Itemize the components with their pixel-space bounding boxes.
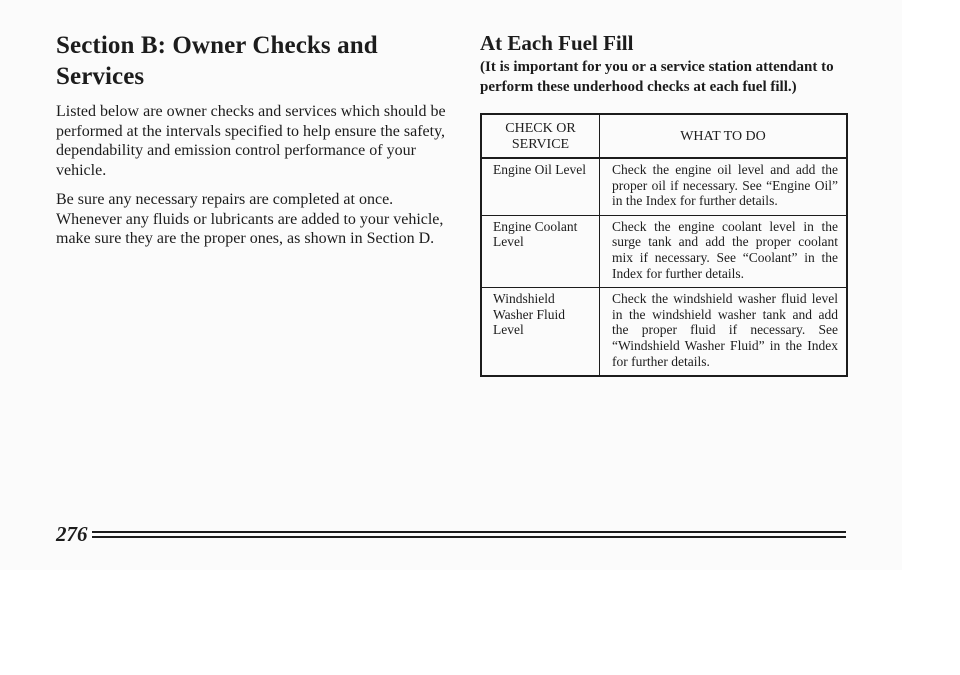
footer-rule-bottom [92,536,846,538]
row-action: Check the engine coolant level in the surge tank and add the proper coolant mix if necessary. See “Coolant” in the Index for further details. [600,215,848,287]
row-action: Check the windshield washer fluid level in the windshield washer tank and add the proper fluid if necessary. See “Windshield Washer Fluid” in the Index for further details. [600,288,848,376]
row-item: Windshield Washer Fluid Level [481,288,600,376]
table-row [481,215,847,287]
right-column [480,30,860,377]
header-what-to-do: WHAT TO DO [600,114,848,158]
checks-table [480,113,848,377]
left-column [56,30,456,259]
table-row [481,158,847,215]
page-number: 276 [56,522,88,546]
row-item: Engine Oil Level [481,158,600,215]
fuel-fill-title: At Each Fuel Fill [480,31,634,55]
footer-rule-top [92,531,846,533]
header-check-or-service: CHECK OR SERVICE [481,114,600,158]
row-item: Engine Coolant Level [481,215,600,287]
table-row [481,288,847,376]
section-title: Section B: Owner Checks and Services [56,32,378,90]
page-footer [56,522,846,546]
table-header-row [481,114,847,158]
row-action: Check the engine oil level and add the proper oil if necessary. See “Engine Oil” in the Index for further details. [600,158,848,215]
repairs-paragraph: Be sure any necessary repairs are completed at once. Whenever any fluids or lubricants are added to your vehicle, make sure they are the proper ones, as shown in Section D. [56,191,444,247]
intro-paragraph: Listed below are owner checks and services which should be performed at the intervals specified to help ensure the safety, dependability and emission control performance of your vehicle. [56,103,446,179]
fuel-fill-subtitle: (It is important for you or a service station attendant to perform these underhood checks at each fuel fill.) [480,59,834,95]
